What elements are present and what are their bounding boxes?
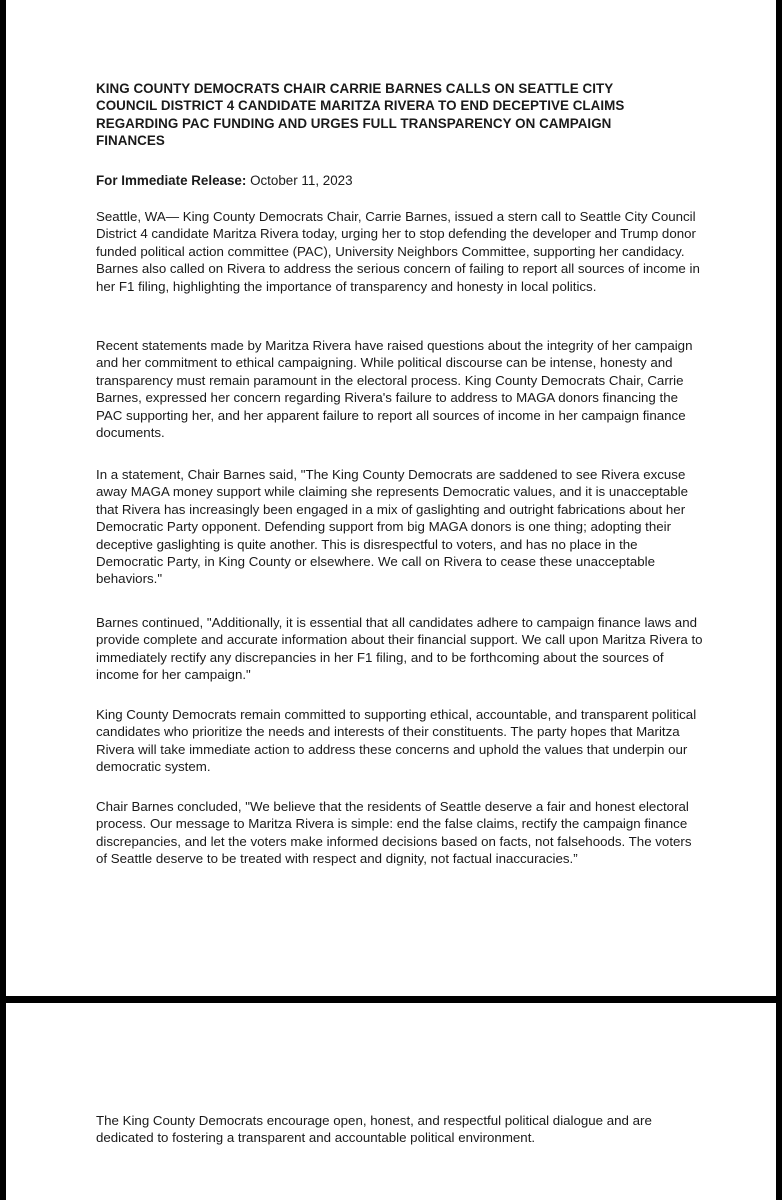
- document-page-2: [6, 1003, 776, 1200]
- closing-paragraph: The King County Democrats encourage open, honest, and respectful political dialogue and are dedicated to fostering a transparent and accountable political environment.: [96, 1113, 652, 1146]
- paragraph-continued: Barnes continued, "Additionally, it is essential that all candidates adhere to campaign finance laws and provide complete and accurate information about their financial support. We call upon Maritza Rivera to immediately rectify any discrepancies in her F1 filing, and to be forthcoming about the sources of income for her campaign.": [96, 615, 703, 683]
- paragraph-quote: In a statement, Chair Barnes said, "The King County Democrats are saddened to see Rivera excuse away MAGA money support while claiming she represents Democratic values, and it is unacceptable that Rivera has increasingly been engaged in a mix of gaslighting and outright fabrications about her Democratic Party opponent. Defending support from big MAGA donors is one thing; adopting their deceptive gaslighting is quite another. This is disrespectful to voters, and has no place in the Democratic Party, in King County or elsewhere. We call on Rivera to cease these unacceptable behaviors.": [96, 467, 688, 587]
- paragraph-conclusion: Chair Barnes concluded, "We believe that the residents of Seattle deserve a fair and honest electoral process. Our message to Maritza Rivera is simple: end the false claims, rectify the campaign finance discrepancies, and let the voters make informed decisions based on facts, not falsehoods. The voters of Seattle deserve to be treated with respect and dignity, not factual inaccuracies.”: [96, 799, 692, 867]
- press-release-headline: KING COUNTY DEMOCRATS CHAIR CARRIE BARNES CALLS ON SEATTLE CITY COUNCIL DISTRICT 4 CANDIDATE MARITZA RIVERA TO END DECEPTIVE CLAIMS REGARDING PAC FUNDING AND URGES FULL TRANSPARENCY ON CAMPAIGN FINANCES: [96, 81, 625, 149]
- release-label: For Immediate Release:: [96, 173, 247, 188]
- paragraph-commitment: King County Democrats remain committed to supporting ethical, accountable, and transparent political candidates who prioritize the needs and interests of their constituents. The party hopes that Maritza Rivera will take immediate action to address these concerns and uphold the values that underpin our democratic system.: [96, 707, 697, 775]
- document-page-1: [6, 0, 776, 996]
- release-line: [96, 172, 353, 189]
- paragraph-intro: Seattle, WA— King County Democrats Chair, Carrie Barnes, issued a stern call to Seattle City Council District 4 candidate Maritza Rivera today, urging her to stop defending the developer and Trump donor funded political action committee (PAC), University Neighbors Committee, supporting her candidacy. Barnes also called on Rivera to address the serious concern of failing to report all sources of income in her F1 filing, highlighting the importance of transparency and honesty in local politics.: [96, 209, 700, 294]
- paragraph-statements: Recent statements made by Maritza Rivera have raised questions about the integrity of her campaign and her commitment to ethical campaigning. While political discourse can be intense, honesty and transparency must remain paramount in the electoral process. King County Democrats Chair, Carrie Barnes, expressed her concern regarding Rivera's failure to address to MAGA donors financing the PAC supporting her, and her apparent failure to report all sources of income in her campaign finance documents.: [96, 338, 693, 441]
- release-date: October 11, 2023: [246, 173, 353, 188]
